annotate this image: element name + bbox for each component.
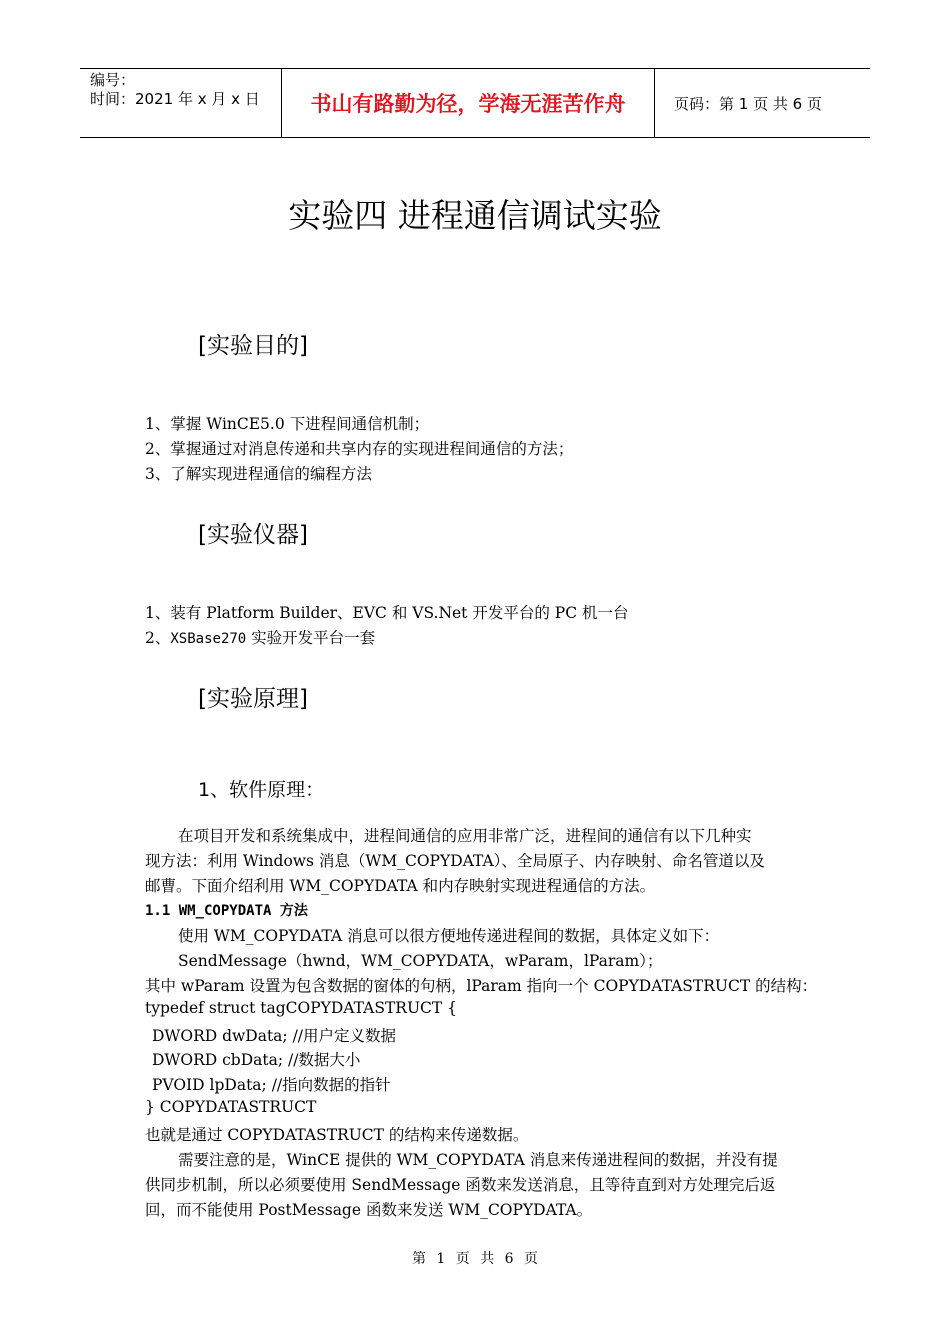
footer-part: 第	[411, 1251, 426, 1267]
paragraph-1-line-3: 邮曹。下面介绍利用 WM_COPYDATA 和内存映射实现进程通信的方法。	[145, 877, 656, 895]
purpose-item-1: 1、掌握 WinCE5.0 下进程间通信机制；	[145, 415, 430, 433]
code-line-5: } COPYDATASTRUCT	[145, 1098, 317, 1116]
section-heading-equipment: [实验仪器]	[198, 522, 308, 548]
motto: 书山有路勤为径，学海无涯苦作舟	[282, 69, 655, 137]
text-line-4: 也就是通过 COPYDATASTRUCT 的结构来传递数据。	[145, 1126, 529, 1144]
subheading-wm-copydata: 1.1 WM_COPYDATA 方法	[145, 903, 308, 919]
paragraph-2-line-1: 需要注意的是，WinCE 提供的 WM_COPYDATA 消息来传递进程间的数据，并没有提	[178, 1151, 778, 1169]
paragraph-1-line-2: 现方法：利用 Windows 消息（WM_COPYDATA）、全局原子、内存映射、命名管道以及	[145, 852, 765, 870]
code-line-4: PVOID lpData; //指向数据的指针	[152, 1076, 391, 1094]
code-line-2: DWORD dwData; //用户定义数据	[152, 1027, 397, 1045]
text-line-3: 其中 wParam 设置为包含数据的窗体的句柄，lParam 指向一个 COPYDATASTRUCT 的结构：	[145, 977, 818, 995]
footer-part: 共	[480, 1251, 495, 1267]
page-info-text: 页码：第 1 页 共 6 页	[674, 94, 822, 113]
footer-current-page: 1	[436, 1251, 446, 1267]
page-footer	[0, 1248, 950, 1268]
subheading-software-principle: 1、软件原理：	[198, 779, 325, 801]
equipment-item-2-prefix: 2、	[145, 629, 171, 647]
code-line-1: typedef struct tagCOPYDATASTRUCT {	[145, 999, 458, 1017]
footer-part: 页	[455, 1251, 470, 1267]
purpose-item-2: 2、掌握通过对消息传递和共享内存的实现进程间通信的方法；	[145, 440, 574, 458]
section-heading-principle: [实验原理]	[198, 686, 308, 712]
purpose-item-3: 3、了解实现进程通信的编程方法	[145, 465, 372, 483]
code-line-3: DWORD cbData; //数据大小	[152, 1051, 361, 1069]
equipment-item-2-suffix: 实验开发平台一套	[246, 629, 376, 647]
header-left-cell	[80, 69, 282, 137]
equipment-item-1: 1、装有 Platform Builder、EVC 和 VS.Net 开发平台的 PC 机一台	[145, 604, 629, 622]
equipment-item-2-board: XSBase270	[170, 631, 247, 647]
paragraph-2-line-2: 供同步机制，所以必须要使用 SendMessage 函数来发送消息，且等待直到对方处理完后返	[145, 1176, 776, 1194]
number-label: 编号：	[90, 71, 136, 89]
section-heading-purpose: [实验目的]	[198, 333, 308, 359]
text-line-1: 使用 WM_COPYDATA 消息可以很方便地传递进程间的数据，具体定义如下：	[178, 927, 720, 945]
text-line-2: SendMessage（hwnd，WM_COPYDATA，wParam，lParam）；	[178, 952, 663, 970]
equipment-item-2	[145, 626, 375, 648]
document-title: 实验四 进程通信调试实验	[288, 196, 662, 235]
footer-total-pages: 6	[504, 1251, 514, 1267]
header-table	[80, 68, 870, 138]
footer-part: 页	[524, 1251, 539, 1267]
paragraph-2-line-3: 回，而不能使用 PostMessage 函数来发送 WM_COPYDATA。	[145, 1201, 593, 1219]
paragraph-1-line-1: 在项目开发和系统集成中，进程间通信的应用非常广泛，进程间的通信有以下几种实	[178, 827, 752, 845]
page-info	[664, 69, 870, 137]
time-label: 时间：2021 年 x 月 x 日	[90, 90, 260, 108]
